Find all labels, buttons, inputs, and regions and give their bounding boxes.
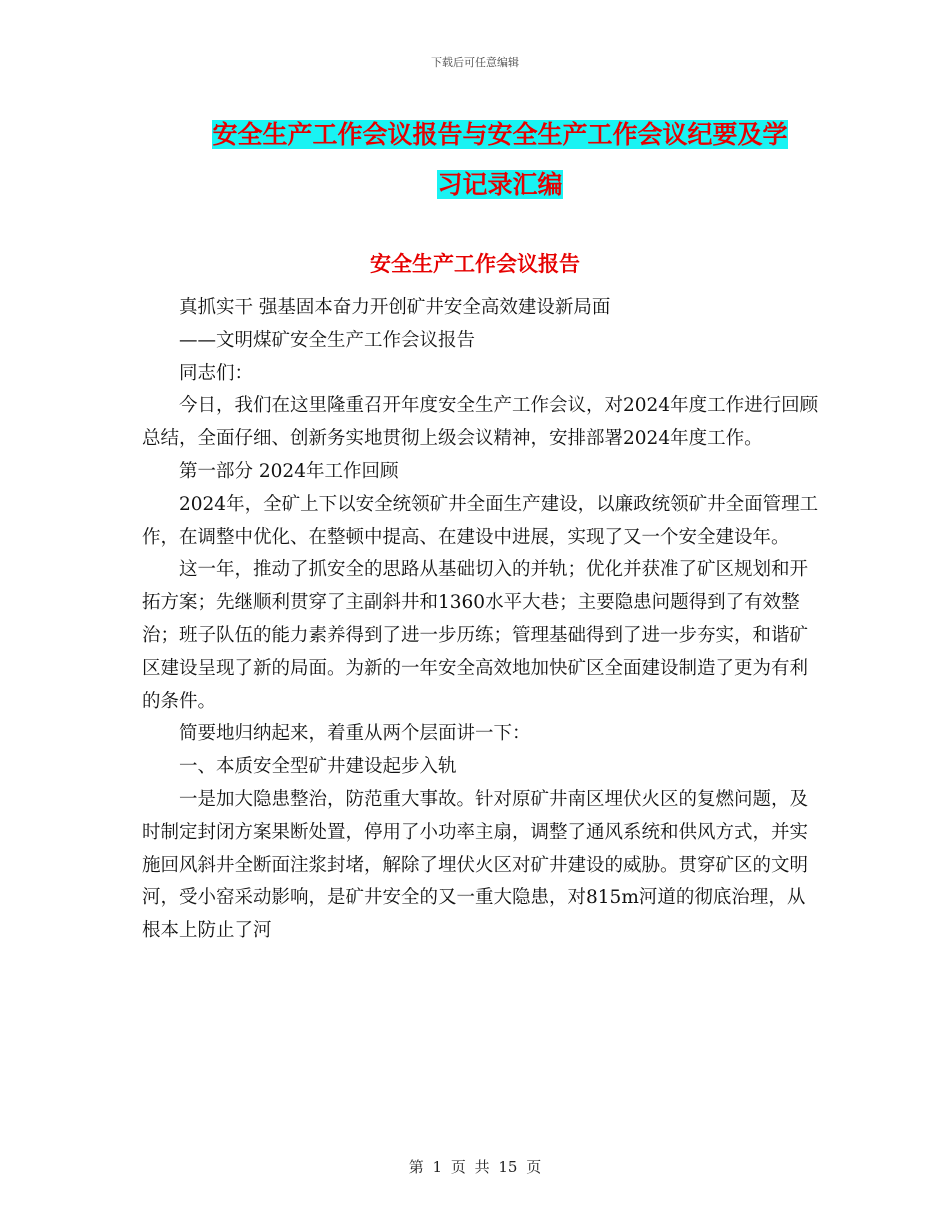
report-byline: ——文明煤矿安全生产工作会议报告 <box>179 329 476 351</box>
document-title-line-1: 安全生产工作会议报告与安全生产工作会议纪要及学 <box>212 120 788 149</box>
salutation: 同志们： <box>179 362 254 384</box>
paragraph: 今日，我们在这里隆重召开年度安全生产工作会议，对2024年度工作进行回顾总结，全面仔细、创新务实地贯彻上级会议精神，安排部署2024年度工作。 <box>142 395 819 450</box>
document-body <box>142 292 822 948</box>
header-note: 下载后可任意编辑 <box>431 56 519 69</box>
paragraph: 简要地归纳起来，着重从两个层面讲一下： <box>179 723 531 745</box>
document-title-line-2: 习记录汇编 <box>437 170 563 199</box>
page-footer: 第 1 页 共 15 页 <box>408 1158 542 1176</box>
paragraph: 这一年，推动了抓安全的思路从基础切入的并轨；优化并获准了矿区规划和开拓方案；先继顺利贯穿了主副斜井和1360水平大巷；主要隐患问题得到了有效整治；班子队伍的能力素养得到了进一步历练；管理基础得到了进一步夯实，和谐矿区建设呈现了新的局面。为新的一年安全高效地加快矿区全面建设制造了更为有利的条件。 <box>142 559 809 712</box>
subsection-heading: 一、本质安全型矿井建设起步入轨 <box>179 756 457 778</box>
section-title: 安全生产工作会议报告 <box>370 251 580 276</box>
part-heading: 第一部分 2024年工作回顾 <box>179 460 399 482</box>
report-subtitle: 真抓实干 强基固本奋力开创矿井安全高效建设新局面 <box>179 297 611 318</box>
document-title <box>190 110 810 210</box>
paragraph: 2024年，全矿上下以安全统领矿井全面生产建设，以廉政统领矿井全面管理工作，在调整中优化、在整顿中提高、在建设中进展，实现了又一个安全建设年。 <box>142 493 819 548</box>
paragraph: 一是加大隐患整治，防范重大事故。针对原矿井南区埋伏火区的复燃问题，及时制定封闭方案果断处置，停用了小功率主扇，调整了通风系统和供风方式，并实施回风斜井全断面注浆封堵，解除了埋伏火区对矿井建设的威胁。贯穿矿区的文明河，受小窑采动影响，是矿井安全的又一重大隐患，对815m河道的彻底治理，从根本上防止了河 <box>142 788 809 942</box>
